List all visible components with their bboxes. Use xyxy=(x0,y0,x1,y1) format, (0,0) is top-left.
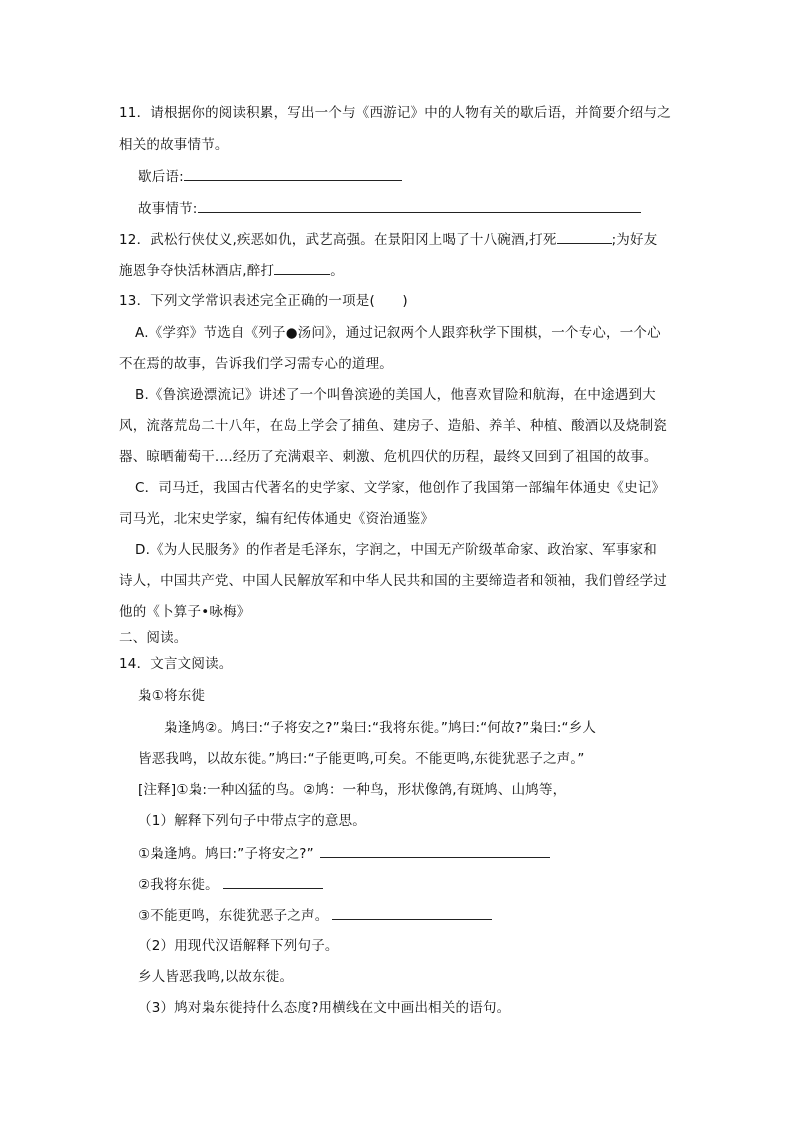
q13-option-c-line1: C．司马迁，我国古代著名的史学家、文学家，他创作了我国第一部编年体通史《史记》 xyxy=(135,480,666,496)
q13-option-d-line2: 诗人，中国共产党、中国人民解放军和中华人民共和国的主要缔造者和领袖，我们曾经学过 xyxy=(119,573,667,589)
q12-text-a: 12．武松行侠仗义,疾恶如仇，武艺高强。在景阳冈上喝了十八碗酒,打死 xyxy=(119,232,557,248)
q12-text-c: 施恩争夺快活林酒店,醉打 xyxy=(119,263,275,279)
q11-stem-line2: 相关的故事情节。 xyxy=(119,137,229,153)
q14-sub1-stem: （1）解释下列句子中带点字的意思。 xyxy=(138,813,366,829)
q13-option-b-line2: 风，流落荒岛二十八年，在岛上学会了捕鱼、建房子、造船、养羊、种植、酸酒以及烧制瓷 xyxy=(119,418,667,434)
q14-passage-title: 枭①将东徙 xyxy=(138,688,206,704)
q14-sub1-item2-blank[interactable] xyxy=(223,874,323,889)
q11-stem-line1: 11．请根据你的阅读积累，写出一个与《西游记》中的人物有关的歇后语，并简要介绍与之 xyxy=(119,105,671,121)
q14-sub2-sentence: 乡人皆恶我鸣,以故东徙。 xyxy=(138,969,294,985)
q13-option-b-line3: 器、晾晒葡萄干....经历了充满艰辛、刺激、危机四伏的历程，最终又回到了祖国的故事。 xyxy=(119,449,658,465)
q14-sub1-item2 xyxy=(138,874,323,895)
q14-note: [注释]①枭:一种凶猛的鸟。②鸠：一种鸟，形状像鸽,有斑鸠、山鸠等， xyxy=(138,782,567,798)
q14-sub1-item1-blank[interactable] xyxy=(320,843,550,858)
q12-line1 xyxy=(119,229,657,250)
q14-passage-line2: 皆恶我鸣，以故东徙。”鸠曰:“子能更鸣,可矣。不能更鸣,东徙犹恶子之声。” xyxy=(138,751,585,767)
q14-passage-line1: 枭逢鸠②。鸠曰:“子将安之?”枭曰:“我将东徙。”鸠曰:“何故?”枭曰:“乡人 xyxy=(164,720,597,736)
q14-sub2-stem: （2）用现代汉语解释下列句子。 xyxy=(138,938,339,954)
q14-sub1-item1-text: ①枭逢鸠。鸠曰:”子将安之?” xyxy=(138,846,314,862)
q13-option-a-line1: A.《学弈》节选自《列子●汤问》，通过记叙两个人跟弈秋学下围棋，一个专心，一个心 xyxy=(135,325,661,341)
q13-option-d-line1: D.《为人民服务》的作者是毛泽东，字润之，中国无产阶级革命家、政治家、军事家和 xyxy=(135,542,657,558)
q11-xiehouyu-blank[interactable] xyxy=(184,166,402,181)
q13-option-b-line1: B.《鲁滨逊漂流记》讲述了一个叫鲁滨逊的美国人，他喜欢冒险和航海，在中途遇到大 xyxy=(135,387,656,403)
q13-option-a-line2: 不在焉的故事，告诉我们学习需专心的道理。 xyxy=(119,356,393,372)
q12-line2 xyxy=(119,260,344,281)
q12-blank-2[interactable] xyxy=(274,260,330,275)
q14-sub1-item3-blank[interactable] xyxy=(332,905,492,920)
q13-option-c-line2: 司马光，北宋史学家，编有纪传体通史《资治通鉴》 xyxy=(119,511,435,527)
q11-xiehouyu-row xyxy=(138,166,402,187)
q14-sub3-stem: （3）鸠对枭东徙持什么态度?用横线在文中画出相关的语句。 xyxy=(138,1000,511,1016)
q11-story-label: 故事情节: xyxy=(138,201,198,217)
q11-xiehouyu-label: 歇后语: xyxy=(138,169,184,185)
q13-option-d-line3: 他的《卜算子•咏梅》 xyxy=(119,604,251,620)
q14-sub1-item2-text: ②我将东徙。 xyxy=(138,877,219,893)
q12-text-b: ;为好友 xyxy=(611,232,658,248)
q12-text-d: 。 xyxy=(330,263,344,279)
q12-blank-1[interactable] xyxy=(557,229,612,244)
section-heading-reading: 二、阅读。 xyxy=(119,630,188,646)
q14-sub1-item3 xyxy=(138,905,492,926)
q14-stem: 14．文言文阅读。 xyxy=(119,656,233,672)
q14-sub1-item1 xyxy=(138,843,550,864)
q14-sub1-item3-text: ③不能更鸣，东徙犹恶子之声。 xyxy=(138,908,329,924)
q11-story-blank[interactable] xyxy=(198,198,641,213)
q11-story-row xyxy=(138,198,641,219)
q13-stem: 13．下列文学常识表述完全正确的一项是( ) xyxy=(119,293,408,309)
